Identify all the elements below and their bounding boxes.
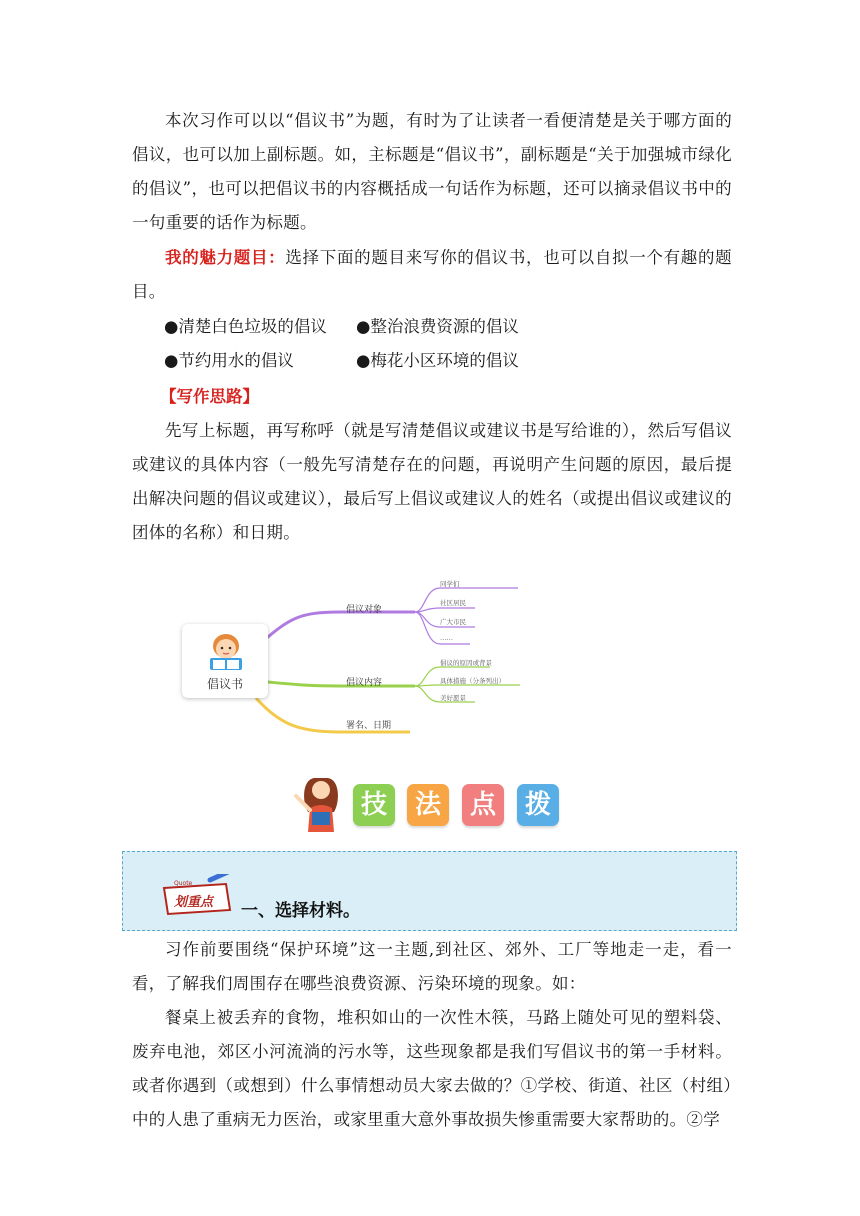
branch-content: 倡议内容 [346,678,383,688]
topics-text: 选择下面的题目来写你的倡议书，也可以自拟一个有趣的题目。 [132,248,732,301]
writing-heading: 【写作思路】 [160,387,259,406]
topic-bullet-2: ●整治浪费资源的倡议 [356,317,519,336]
teacher-icon [294,772,348,832]
target-item-2: 社区居民 [440,599,466,607]
mindmap-center-title: 倡议书 [206,677,243,691]
branch-sign: 署名、日期 [346,721,392,731]
skill-tile-3: 点 [462,784,504,826]
topics-label: 我的魅力题目： [165,248,286,267]
section-title: 一、选择材料。 [241,901,360,921]
material-paragraph-2: 餐桌上被丢弃的食物，堆积如山的一次性木筷，马路上随处可见的塑料袋、废弃电池，郊区小河流淌的污水等，这些现象都是我们写倡议书的第一手材料。或者你遇到（或想到）什么事情想动员大家去做的？①学校、街道、社区（村组）中的人患了重病无力医治，或家里重大意外事故损失惨重需要大家帮助的。②学 [132,1008,732,1129]
content-item-2: 具体措施（分条列出） [440,677,505,685]
target-item-3: 广大市民 [440,618,466,626]
content-item-1: 倡议的原因或背景 [440,659,492,667]
branch-target: 倡议对象 [346,605,383,615]
topics-paragraph [132,241,732,309]
content-item-3: 美好愿景 [440,694,466,702]
topic-bullet-4: ●梅花小区环境的倡议 [356,351,519,370]
skill-tile-1: 技 [353,784,395,826]
target-item-1: 同学们 [440,580,460,588]
topic-bullet-3: ●节约用水的倡议 [164,351,294,370]
badge-small-text: Quote [174,880,193,887]
highlight-badge [160,874,236,918]
mindmap-lines [0,570,860,750]
intro-paragraph: 本次习作可以以“倡议书”为题，有时为了让读者一看便清楚是关于哪方面的倡议，也可以加上副标题。如，主标题是“倡议书”，副标题是“关于加强城市绿化的倡议”，也可以把倡议书的内容概括成一句话作为标题，还可以摘录倡议书中的一句重要的话作为标题。 [132,111,732,232]
badge-text: 划重点 [174,895,214,910]
skill-tile-4: 拨 [517,784,559,826]
target-item-4: …… [440,634,453,642]
skill-tile-2: 法 [407,784,449,826]
mindmap-center-card [182,624,268,698]
topic-bullet-1: ●清楚白色垃圾的倡议 [164,317,327,336]
student-reading-icon [204,630,248,674]
material-paragraph-1: 习作前要围绕“保护环境”这一主题,到社区、郊外、工厂等地走一走，看一看，了解我们周围存在哪些浪费资源、污染环境的现象。如： [132,940,732,993]
writing-paragraph: 先写上标题，再写称呼（就是写清楚倡议或建议书是写给谁的），然后写倡议或建议的具体内容（一般先写清楚存在的问题，再说明产生问题的原因，最后提出解决问题的倡议或建议），最后写上倡议或建议人的姓名（或提出倡议或建议的团体的名称）和日期。 [132,421,732,542]
